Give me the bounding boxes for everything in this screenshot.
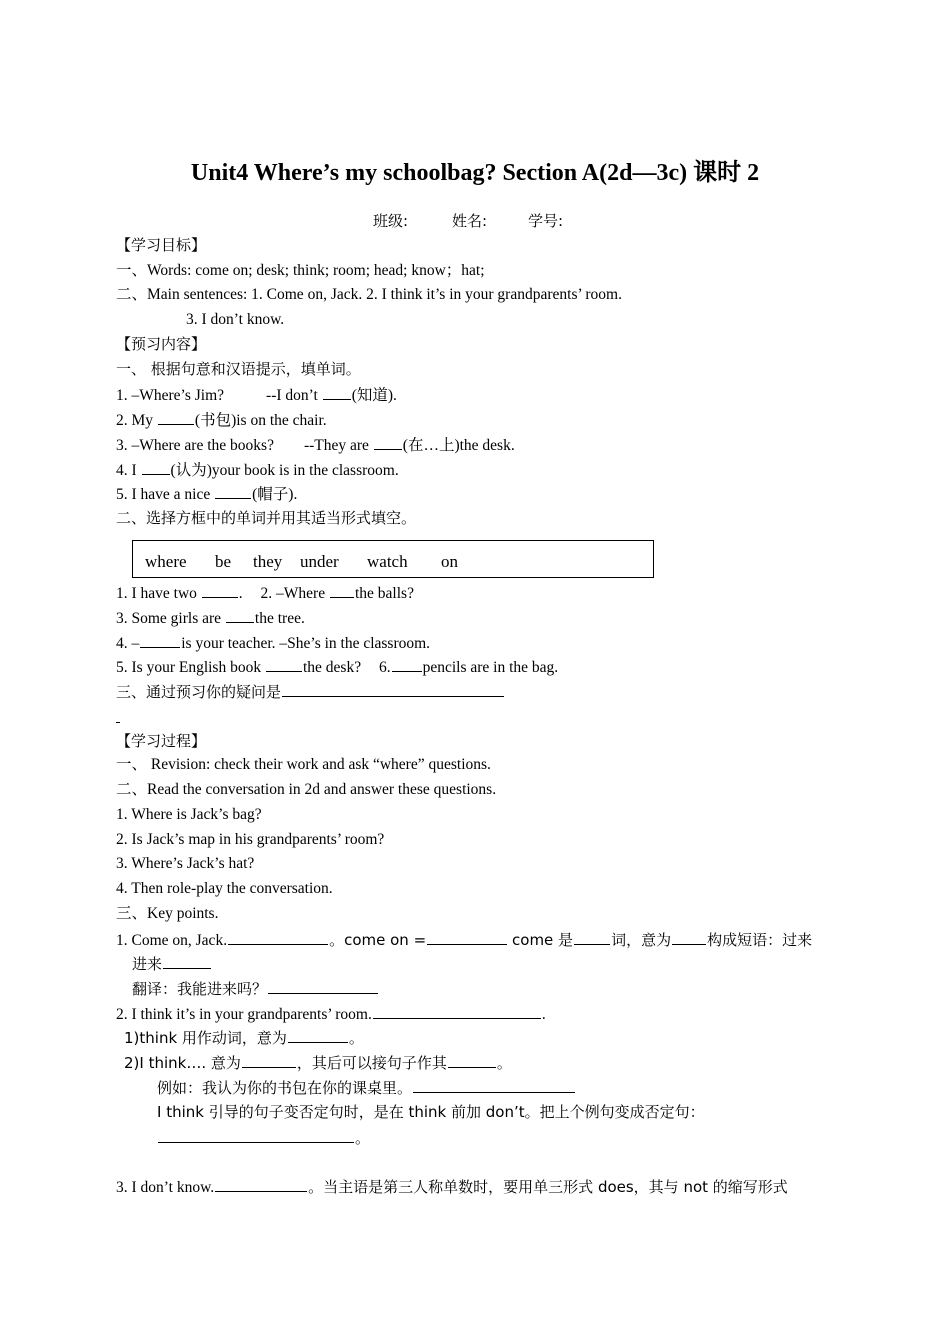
preview-q5: 5. I have a nice (帽子). [116,486,298,503]
word-where: where [145,552,187,571]
key-2-think: 1)think 用作动词，意为 。 [124,1029,364,1047]
name-label: 姓名: [452,212,488,230]
preview-section-3: 三、通过预习你的疑问是 [116,682,505,702]
id-label: 学号: [528,212,564,230]
goals-sentences: 二、Main sentences: 1. Come on, Jack. 2. I think it’s in your grandparents’ room. [116,286,622,303]
key-1-come-in: 进来 [132,954,212,974]
process-heading: 【学习过程】 [116,732,207,750]
key-2-example: 例如：我认为你的书包在你的课桌里。 [157,1078,576,1098]
key-2: 2. I think it’s in your grandparents’ room. . [116,1006,546,1023]
blank[interactable] [142,460,170,475]
blank[interactable] [202,583,238,598]
blank[interactable] [374,435,402,450]
blank[interactable] [373,1004,541,1019]
key-3: 3. I don’t know. 。当主语是第三人称单数时，要用单三形式 does，其与 not 的缩写形式 [116,1178,788,1196]
fill-q3: 3. Some girls are the tree. [116,610,305,627]
word-on: on [441,552,458,571]
process-q1: 1. Where is Jack’s bag? [116,806,262,823]
blank[interactable] [158,410,194,425]
blank[interactable] [242,1053,296,1068]
blank[interactable] [288,1028,348,1043]
goals-words: 一、Words: come on; desk; think; room; head; know；hat; [116,262,485,279]
preview-heading: 【预习内容】 [116,335,207,353]
page-title: Unit4 Where’s my schoolbag? Section A(2d—3c) 课时 2 [190,160,760,186]
process-q2: 2. Is Jack’s map in his grandparents’ room? [116,831,385,848]
blank[interactable] [392,657,422,672]
key-2-i-think: 2)I think…. 意为 ，其后可以接句子作其 。 [124,1054,512,1072]
preview-q3: 3. –Where are the books? --They are (在…上)the desk. [116,437,515,454]
stray-mark [116,722,120,723]
blank[interactable] [215,484,251,499]
preview-q4: 4. I (认为)your book is in the classroom. [116,462,399,479]
blank[interactable] [266,657,302,672]
blank[interactable] [448,1053,496,1068]
fill-q5-q6: 5. Is your English book the desk? 6. pencils are in the bag. [116,659,559,676]
question-blank[interactable] [282,682,504,697]
process-q3: 3. Where’s Jack’s hat? [116,855,255,872]
word-under: under [300,552,339,571]
blank[interactable] [226,608,254,623]
word-they: they [253,552,283,571]
blank[interactable] [228,930,328,945]
blank[interactable] [427,930,507,945]
key-1-translate: 翻译：我能进来吗？ [132,979,379,999]
blank[interactable] [323,385,351,400]
preview-q1: 1. –Where’s Jim? --I don’t (知道). [116,387,397,404]
key-2-negative-answer: 。 [157,1128,370,1148]
blank[interactable] [215,1177,307,1192]
key-points: 三、Key points. [116,905,219,922]
goals-heading: 【学习目标】 [116,236,207,254]
blank[interactable] [672,930,706,945]
process-revision: 一、 Revision: check their work and ask “where” questions. [116,756,491,773]
word-box [132,540,654,578]
preview-section-1: 一、 根据句意和汉语提示，填单词。 [116,360,361,378]
blank[interactable] [574,930,610,945]
process-q4: 4. Then role-play the conversation. [116,880,333,897]
key-1: 1. Come on, Jack. 。come on = come 是 词，意为 构成短语：过来 [116,931,813,949]
blank[interactable] [413,1078,575,1093]
preview-section-2: 二、选择方框中的单词并用其适当形式填空。 [116,509,417,527]
goals-sentence-3: 3. I don’t know. [186,311,285,328]
class-label: 班级: [373,212,409,230]
preview-q2: 2. My (书包)is on the chair. [116,412,327,429]
blank[interactable] [140,633,180,648]
blank[interactable] [163,954,211,969]
key-2-negative: I think 引导的句子变否定句时，是在 think 前加 don’t。把上个例句变成否定句： [157,1103,705,1121]
process-read: 二、Read the conversation in 2d and answer these questions. [116,781,497,798]
word-be: be [215,552,232,571]
blank[interactable] [268,979,378,994]
fill-q1-q2: 1. I have two . 2. –Where the balls? [116,585,414,602]
word-watch: watch [367,552,408,571]
blank[interactable] [330,583,354,598]
fill-q4: 4. – is your teacher. –She’s in the classroom. [116,635,431,652]
blank[interactable] [158,1128,354,1143]
